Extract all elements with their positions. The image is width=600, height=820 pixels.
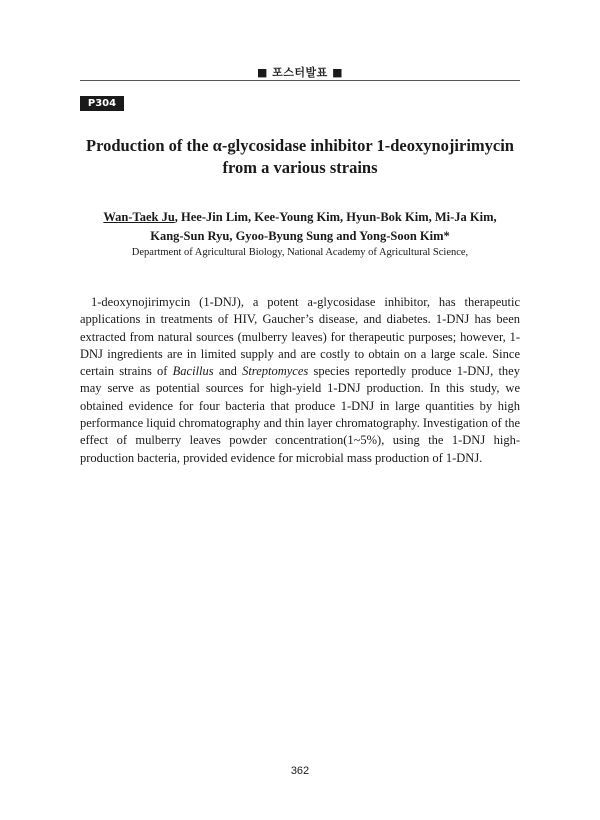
- abstract-text-3: species reportedly produce 1-DNJ, they may serve as potential sources for high-yield 1-DNJ production. In this study, we obtained evidence for four bacteria that produce 1-DNJ in large quantities by high performance liquid chromatography and thin layer chromatography. Investigation of the effect of mulberry leaves powder concentration(1~5%), using the 1-DNJ high-production bacteria, provided evidence for microbial mass production of 1-DNJ.: [80, 364, 521, 465]
- header-divider: [80, 80, 520, 81]
- page-number: 362: [290, 765, 310, 777]
- affiliation: Department of Agricultural Biology, National Academy of Agricultural Science,: [131, 247, 469, 258]
- author-line-2: Kang-Sun Ryu, Gyoo-Byung Sung and Yong-Soon Kim*: [150, 229, 450, 243]
- abstract-text-1: 1-deoxynojirimycin (1-DNJ), a potent a-glycosidase inhibitor, has therapeutic applications in treatments of HIV, Gaucher’s disease, and diabetes. 1-DNJ has been extracted from natural sources (mulberry leaves) for therapeutic purposes; however, 1-DNJ ingredients are in limited supply and are costly to obtain on a large scale. Since certain strains of: [80, 295, 520, 379]
- abstract-genus-streptomyces: Streptomyces: [242, 364, 309, 379]
- abstract-body: [80, 294, 520, 467]
- abstract-text-2: and: [213, 364, 243, 379]
- poster-code-badge: P304: [80, 96, 124, 111]
- author-line-1: [60, 208, 540, 227]
- section-header: ■ 포스터발표 ■: [256, 66, 344, 79]
- paper-title: [60, 135, 540, 179]
- title-line-1: Production of the α-glycosidase inhibitor 1-deoxynojirimycin: [86, 136, 514, 155]
- abstract-genus-bacillus: Bacillus: [172, 364, 214, 379]
- author-line-1-rest: , Hee-Jin Lim, Kee-Young Kim, Hyun-Bok Kim, Mi-Ja Kim,: [174, 210, 497, 224]
- title-line-2: from a various strains: [222, 158, 378, 177]
- author-list: [60, 208, 540, 246]
- presenting-author: Wan-Taek Ju: [103, 210, 175, 224]
